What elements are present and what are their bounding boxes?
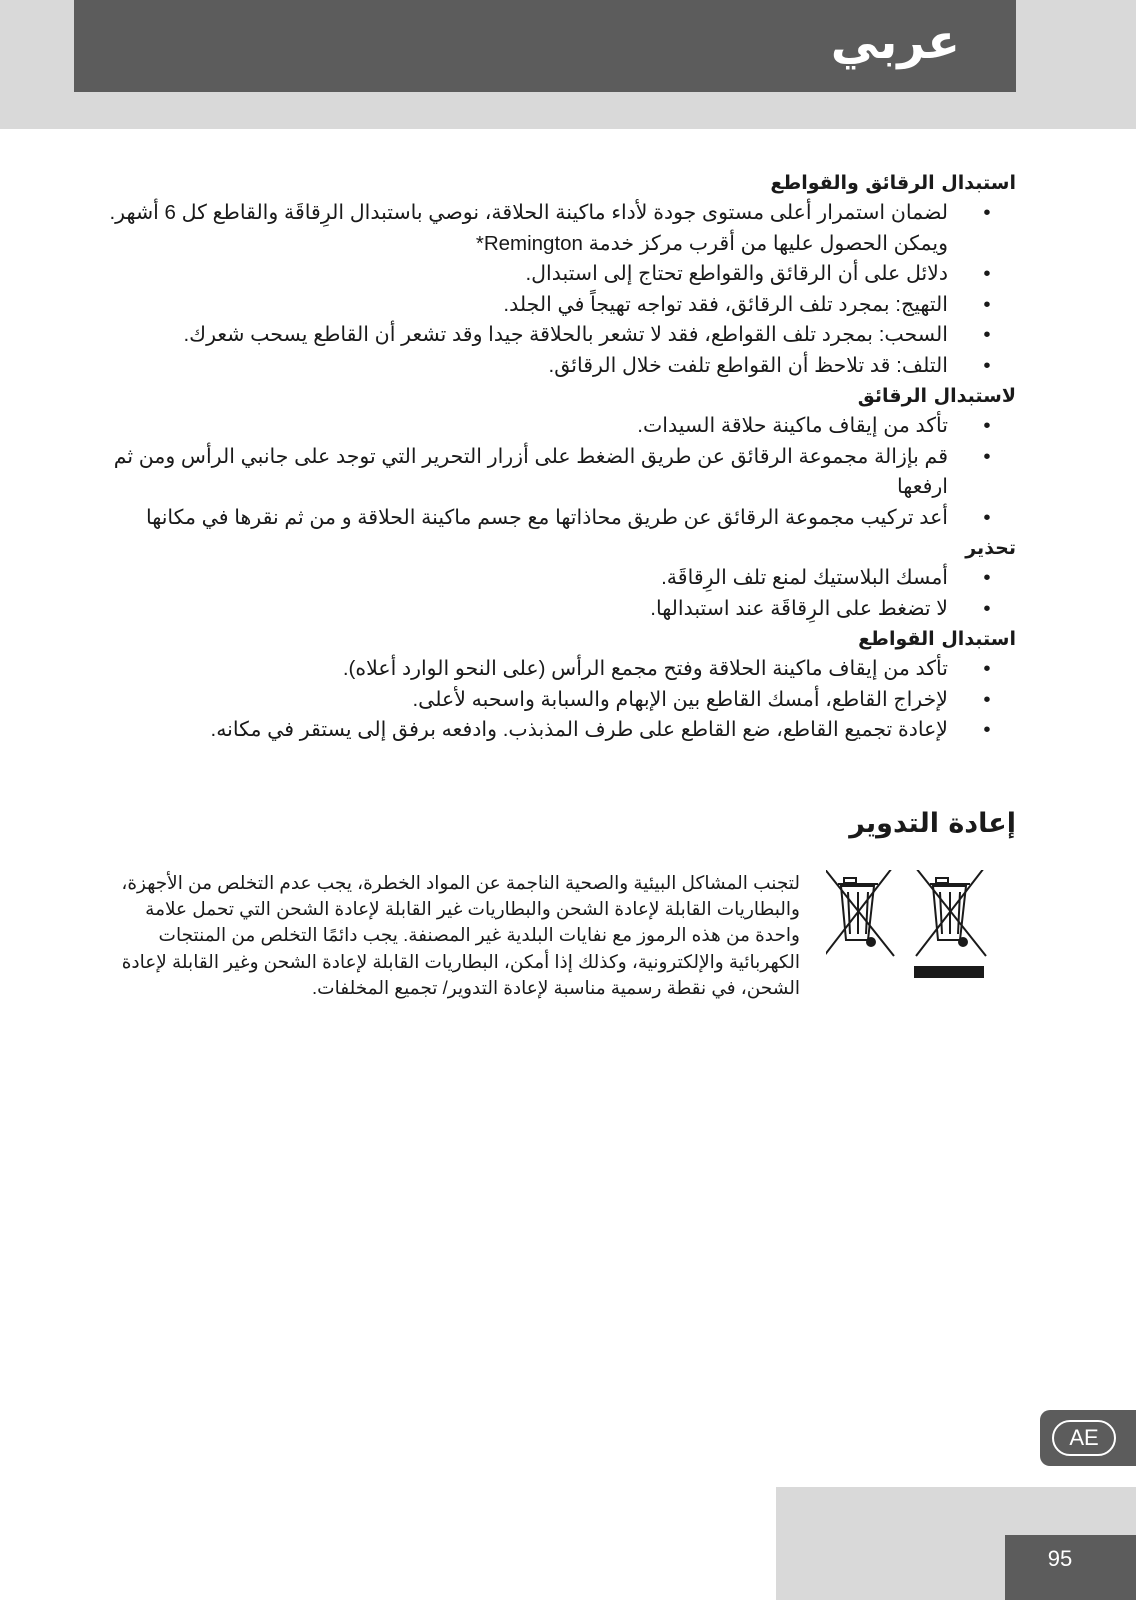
list-item-text: أمسك البلاستيك لمنع تلف الرِقاقَة. (661, 566, 948, 589)
crossed-bin-with-bar-icon (914, 870, 986, 978)
bullet-marker: • (983, 292, 991, 316)
bullet-marker: • (983, 596, 991, 620)
bullet-list (84, 563, 1016, 624)
list-item-text: أعد تركيب مجموعة الرقائق عن طريق محاذاتها مع جسم ماكينة الحلاقة و من ثم نقرها في مكانها (146, 505, 948, 529)
bullet-marker: • (983, 505, 991, 529)
list-item-text: تأكد من إيقاف ماكينة الحلاقة وفتح مجمع الرأس (على النحو الوارد أعلاه). (342, 657, 948, 680)
country-badge (1040, 1410, 1136, 1466)
bullet-marker: • (983, 657, 991, 680)
list-item (84, 198, 1016, 259)
list-item (84, 411, 1016, 442)
list-item (84, 351, 1016, 382)
bullet-marker: • (983, 323, 991, 346)
bullet-marker: • (983, 718, 991, 741)
language-title: عربي (830, 14, 960, 70)
bullet-marker: • (983, 353, 991, 377)
section-heading: استبدال الرقائق والقواطع (770, 172, 1016, 194)
section-heading: لاستبدال الرقائق (857, 385, 1016, 407)
list-item-text: قم بإزالة مجموعة الرقائق عن طريق الضغط على أزرار التحرير التي توجد على جانبي الرأس ومن ثم ارفعها (113, 444, 948, 498)
list-item (84, 320, 1016, 351)
list-item-text: تأكد من إيقاف ماكينة حلاقة السيدات. (637, 414, 948, 437)
bullet-marker: • (983, 444, 991, 468)
list-item-text: دلائل على أن الرقائق والقواطع تحتاج إلى استبدال. (525, 262, 948, 285)
bullet-marker: • (983, 262, 991, 285)
bullet-list (84, 411, 1016, 533)
page-number-box (1005, 1535, 1136, 1600)
country-code: AE (1052, 1420, 1116, 1456)
list-item-text: التلف: قد تلاحظ أن القواطع تلفت خلال الرقائق. (548, 353, 948, 377)
list-item-text: التهيج: بمجرد تلف الرقائق، فقد تواجه تهيجاً في الجلد. (503, 292, 948, 316)
bullet-marker: • (983, 566, 991, 589)
list-item (84, 685, 1016, 716)
list-item (84, 654, 1016, 685)
section-heading: استبدال القواطع (858, 628, 1016, 650)
bullet-marker: • (983, 414, 991, 437)
list-item-text: السحب: بمجرد تلف القواطع، فقد لا تشعر بالحلاقة جيدا وقد تشعر أن القاطع يسحب شعرك. (183, 323, 948, 346)
list-item (84, 290, 1016, 321)
list-item (84, 715, 1016, 746)
list-item-text: لإعادة تجميع القاطع، ضع القاطع على طرف المذبذب. وادفعه برفق إلى يستقر في مكانه. (210, 718, 948, 741)
bullet-list (84, 654, 1016, 746)
recycling-text: لتجنب المشاكل البيئية والصحية الناجمة عن المواد الخطرة، يجب عدم التخلص من الأجهزة، والبطاريات القابلة لإعادة الشحن والبطاريات غير القابلة لإعادة الشحن التي تحمل علامة واحدة من هذه الرموز مع نفايات البلدية غير المصنفة. يجب دائمًا التخلص من المنتجات الكهربائية والإلكترونية، وكذلك إذا أمكن، البطاريات القابلة لإعادة الشحن وغير القابلة لإعادة الشحن، في نقطة رسمية مناسبة لإعادة التدوير/ تجميع المخلفات. (121, 872, 800, 998)
list-item (84, 503, 1016, 534)
bullet-list (84, 198, 1016, 381)
crossed-bin-icon (826, 870, 894, 956)
list-item (84, 259, 1016, 290)
list-item (84, 442, 1016, 503)
bullet-marker: • (983, 687, 991, 711)
list-item-text: لإخراج القاطع، أمسك القاطع بين الإبهام والسبابة واسحبه لأعلى. (412, 687, 948, 711)
instructions-content (84, 168, 1016, 746)
section-heading: تحذير (965, 537, 1016, 559)
list-item (84, 594, 1016, 625)
bullet-marker: • (983, 201, 991, 224)
crossed-bin-icon-group (826, 870, 996, 982)
list-item-text: لا تضغط على الرِقاقَة عند استبدالها. (650, 596, 948, 620)
weee-symbols (826, 870, 996, 982)
recycling-title: إعادة التدوير (849, 808, 1016, 839)
header-bar (74, 0, 1016, 92)
list-item-text: لضمان استمرار أعلى مستوى جودة لأداء ماكينة الحلاقة، نوصي باستبدال الرِقاقَة والقاطع كل 6 أشهر. ويمكن الحصول عليها من أقرب مركز خدمة Remington* (109, 201, 948, 255)
list-item (84, 563, 1016, 594)
page-number: 95 (1047, 1546, 1073, 1571)
